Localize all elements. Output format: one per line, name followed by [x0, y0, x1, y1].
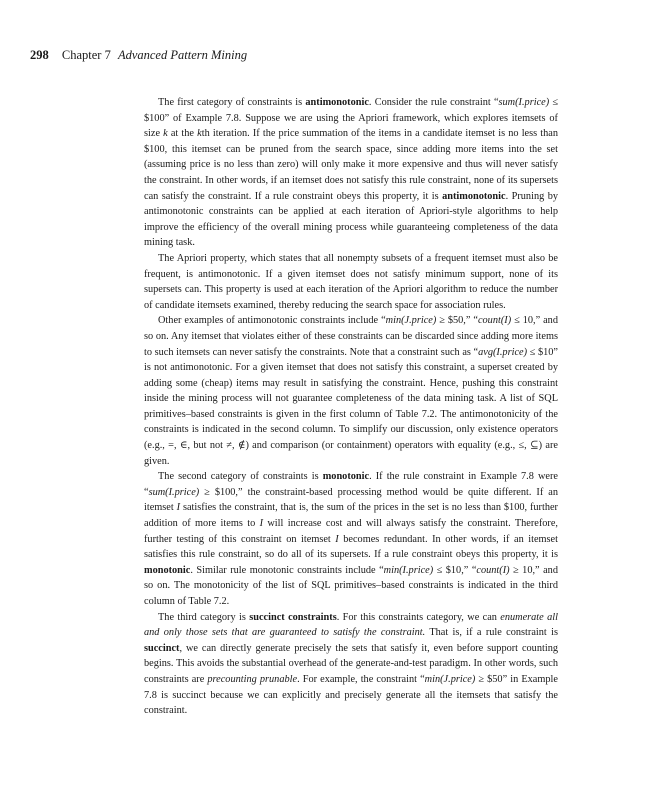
math-variable: I [259, 518, 264, 530]
text-span: becomes redundant. In other words, if an itemset satisfies this rule constraint, so do all of its supersets. If a rule constraint obeys this property, it is [144, 533, 558, 561]
math-variable: k [163, 128, 168, 140]
text-span: . If the rule constraint in Example 7.8 were “ [144, 471, 558, 498]
text-span: . For this constraints category, we can [336, 611, 501, 623]
running-header [30, 48, 247, 63]
term-succinct: succinct [144, 642, 180, 654]
math-expression: min(I.price) ≤ [383, 564, 443, 576]
math-variable: I [335, 533, 339, 545]
math-expression: count(I) ≥ [476, 564, 519, 576]
text-span: $50,” “ [444, 315, 478, 327]
text-span: . Consider the rule constraint “ [368, 97, 499, 108]
text-span: will increase cost and will always satisfy the constraint. Therefore, further testing of this constraint on itemset [144, 518, 558, 545]
math-expression: sum(I.price) ≥ [148, 486, 210, 498]
chapter-label: Chapter 7 [61, 48, 111, 62]
term-monotonic: monotonic [322, 471, 370, 483]
term-antimonotonic: antimonotonic [442, 190, 506, 202]
text-span: . For example, the constraint “ [297, 673, 425, 685]
paragraph-monotonic [144, 469, 558, 609]
chapter-title: Advanced Pattern Mining [117, 48, 248, 62]
text-span: . Pruning by antimonotonic constraints can be applied at each iteration of Apriori-style algorithms to help improve the efficiency of the overall mining process while guaranteeing completeness of the data mining task. [144, 190, 558, 249]
math-expression: min(J.price) ≥ [385, 315, 445, 327]
math-expression: avg(I.price) ≤ [478, 346, 536, 358]
math-variable: k [197, 128, 202, 140]
text-span: Other examples of antimonotonic constraints include “ [158, 315, 386, 327]
math-variable: I [176, 502, 181, 514]
term-monotonic: monotonic [144, 564, 191, 576]
text-span: That is, if a rule constraint is [425, 627, 558, 639]
text-span: $100,” the constraint-based processing method would be quite different. If an itemset [144, 486, 558, 514]
text-span: The second category of constraints is [158, 471, 323, 483]
page-number: 298 [30, 48, 49, 62]
paragraph-examples [144, 313, 558, 469]
math-expression: min(J.price) ≥ [424, 673, 485, 685]
math-expression: sum(I.price) ≤ [498, 97, 559, 108]
text-span: $50” in Example 7.8 is succinct because we can explicitly and precisely generate all the itemsets that satisfy the constraint. [144, 673, 558, 717]
paragraph-apriori: The Apriori property, which states that all nonempty subsets of a frequent itemset must also be frequent, is antimonotonic. If a given itemset does not satisfy minimum support, none of its supersets can. This property is used at each iteration of the Apriori algorithm to reduce the number of candidate itemsets examined, thereby reducing the search space for association rules. [144, 252, 558, 311]
text-span: at the [167, 128, 198, 140]
text-span: The third category is [158, 611, 250, 623]
text-span: satisfies the constraint, that is, the sum of the prices in the set is no less than $100, further addition of more items to [144, 502, 558, 530]
text-span: . Similar rule monotonic constraints include “ [190, 564, 384, 576]
emphasis-text: enumerate all and only those sets that are guaranteed to satisfy the constraint. [144, 611, 558, 639]
text-span: $10,” “ [442, 564, 477, 576]
text-span: 10,” and so on. The monotonicity of the list of SQL primitives–based constraints is indicated in the third column of Table 7.2. [144, 564, 558, 607]
text-span: $10” is not antimonotonic. For a given itemset that does not satisfy this constraint, a superset created by adding some (cheap) items may result in satisfying the constraint. Hence, pushing this constraint inside the mining process will not guarantee completeness of the data mining task. A list of SQL primitives–based constraints is given in the first column of Table 7.2. The antimonotonicity of the constraints is indicated in the second column. To simplify our discussion, only existence operators (e.g., =, ∈, but not ≠, ∉) and comparison (or containment) operators with equality (e.g., ≤, ⊆) are given. [144, 346, 558, 467]
text-span: , we can directly generate precisely the sets that satisfy it, even before support counting begins. This avoids the substantial overhead of the generate-and-test paradigm. In other words, such constraints are [144, 642, 558, 685]
paragraph-succinct [144, 610, 558, 719]
text-span: 10,” and so on. Any itemset that violates either of these constraints can be discarded since adding more items to such itemsets can never satisfy the constraints. Note that a constraint such as “ [144, 315, 558, 358]
text-span: th iteration. If the price summation of the items in a candidate itemset is no less than $100, this itemset can be pruned from the search space, since adding more items into the set (assuming price is no less than zero) will only make it more expensive and thus will never satisfy the constraint. In other words, if an itemset does not satisfy this rule constraint, none of its supersets can satisfy the constraint. If a rule constraint obeys this property, it is [144, 128, 558, 202]
emphasis-text: precounting prunable [207, 673, 298, 685]
text-span: $100” of Example 7.8. Suppose we are using the Apriori framework, which explores itemsets of size [144, 112, 558, 140]
text-span: The first category of constraints is [158, 97, 306, 108]
term-succinct-constraints: succinct constraints [249, 611, 337, 623]
body-text [144, 95, 558, 719]
paragraph-antimonotonic [144, 95, 558, 251]
math-expression: count(I) ≤ [477, 315, 520, 327]
term-antimonotonic: antimonotonic [305, 97, 369, 108]
